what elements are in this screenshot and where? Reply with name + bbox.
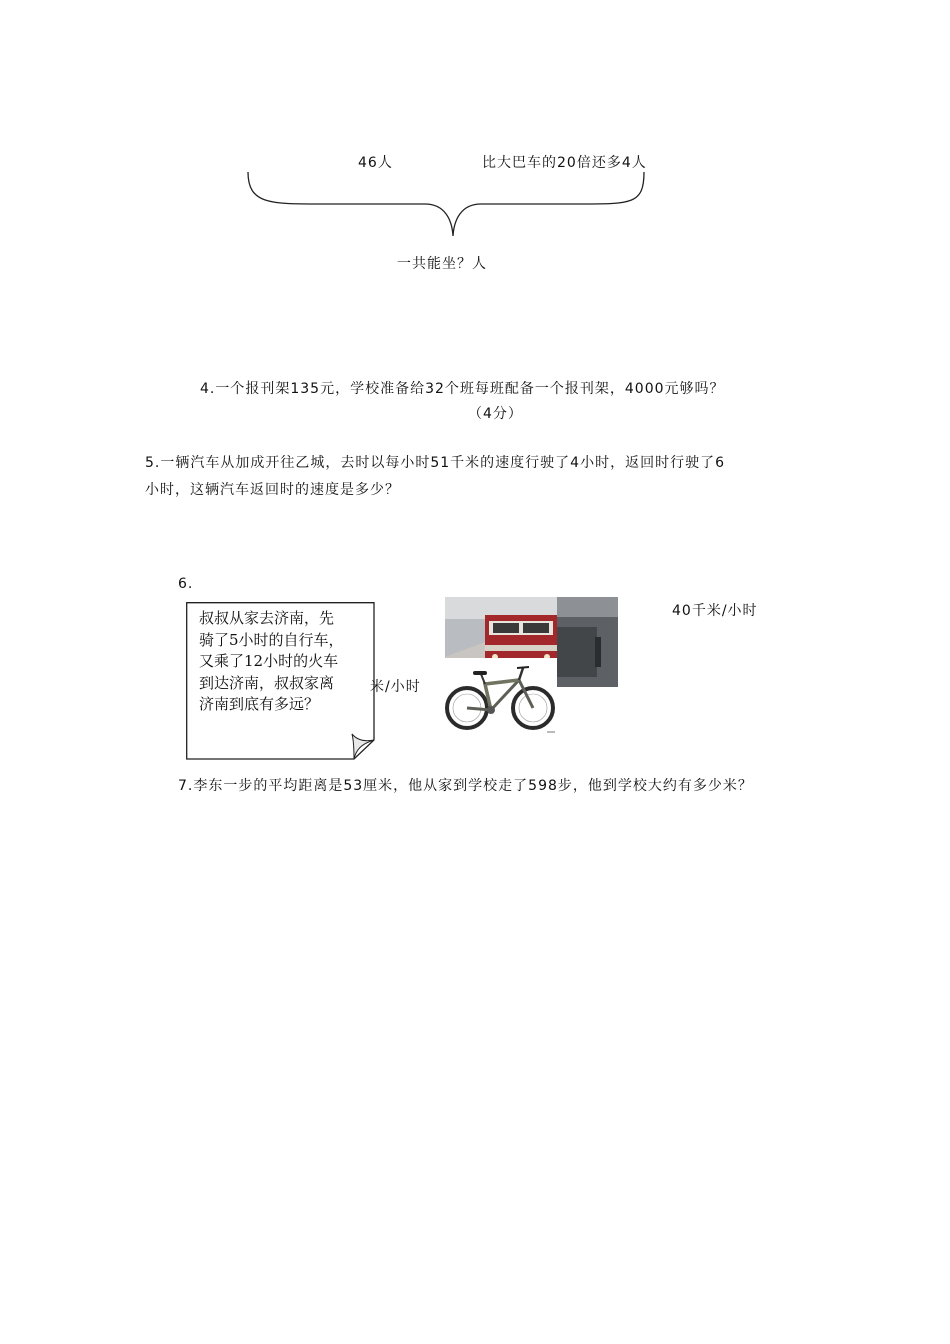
note-line: 又乘了12小时的火车 xyxy=(199,652,339,670)
note-text xyxy=(199,608,371,716)
diagram-right-label: 比大巴车的20倍还多4人 xyxy=(482,155,647,171)
bike-speed-fragment: 米/小时 xyxy=(370,679,421,695)
question-4-line1: 4.一个报刊架135元，学校准备给32个班每班配备一个报刊架，4000元够吗？ xyxy=(200,381,725,397)
question-5-line2: 小时，这辆汽车返回时的速度是多少？ xyxy=(145,482,400,498)
diagram-bottom-label: 一共能坐？人 xyxy=(397,256,487,272)
note-line: 骑了5小时的自行车， xyxy=(199,630,344,649)
curly-brace xyxy=(240,170,660,242)
note-line: 济南到底有多远？ xyxy=(199,695,320,713)
note-line: 到达济南，叔叔家离 xyxy=(199,673,335,692)
question-4-points: （4分） xyxy=(468,406,523,422)
question-7-text: 7.李东一步的平均距离是53厘米，他从家到学校走了598步，他到学校大约有多少米？ xyxy=(178,778,753,794)
diagram-left-label: 46人 xyxy=(358,155,393,171)
bicycle-photo xyxy=(445,658,557,738)
question-6-number: 6. xyxy=(178,576,194,592)
train-speed-label: 40千米/小时 xyxy=(672,603,758,619)
question-5-line1: 5.一辆汽车从加成开往乙城，去时以每小时51千米的速度行驶了4小时，返回时行驶了6 xyxy=(145,455,725,471)
note-line: 叔叔从家去济南，先 xyxy=(199,609,335,627)
